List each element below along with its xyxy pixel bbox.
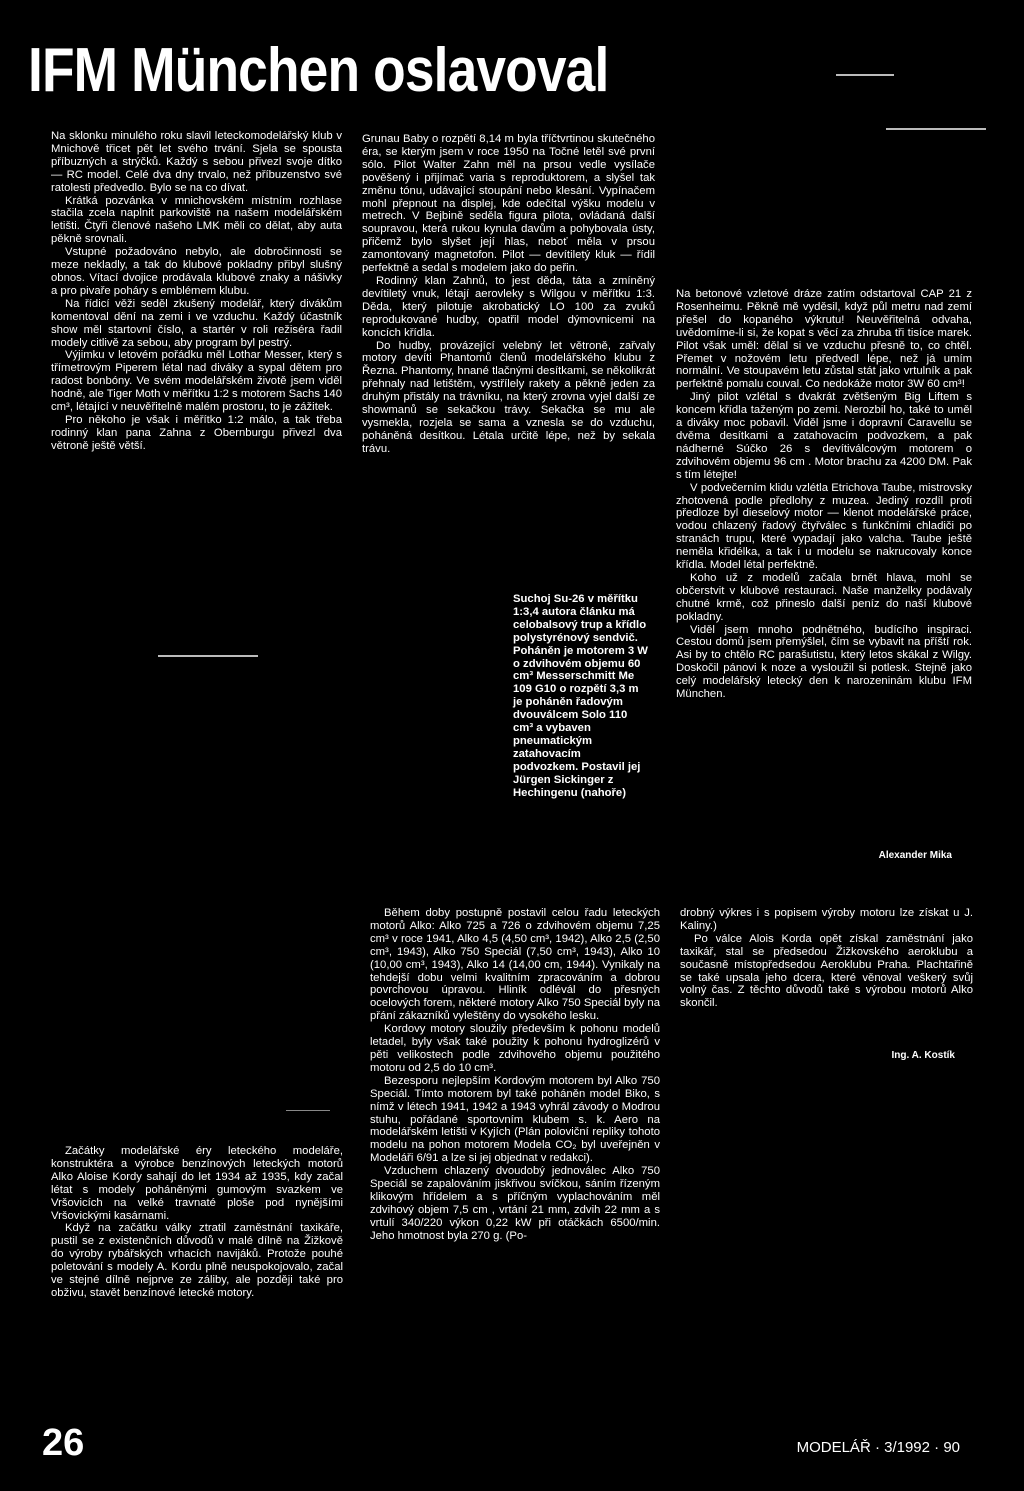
author-signature: Alexander Mika: [878, 850, 952, 861]
article-title: IFM München oslavoval: [28, 36, 609, 105]
paragraph: Kordovy motory sloužily především k pohonu modelů letadel, byly však také použity k pohonu hydroglizérů v pěti velikostech podle zdvihového objemu použitého motoru od 2,5 do 10 cm³.: [370, 1023, 660, 1074]
paragraph: V podvečerním klidu vzlétla Etrichova Taube, mistrovsky zhotovená podle předlohy z muzea. Jediný rozdíl proti předloze byl dieselový motor — klenot modelářské práce, vodou chlazený řadový čtyřválec s funkčními chladiči po stranách trupu, které vypadají jako valcha. Taube ještě neměla křidélka, a tak i u modelu se nakrucovaly konce křídla. Model létal perfektně.: [676, 481, 972, 572]
article1-column-1: [51, 130, 342, 453]
paragraph: Koho už z modelů začala brnět hlava, mohl se občerstvit v klubové restauraci. Naše manželky podávaly chutné krmě, což přineslo další peníz do naší klubové pokladny.: [676, 571, 972, 623]
decorative-line: [286, 1110, 330, 1111]
decorative-line: [158, 655, 258, 657]
decorative-line: [886, 128, 986, 130]
paragraph: Začátky modelářské éry leteckého modeláře, konstruktéra a výrobce benzínových leteckých motorů Alko Aloise Kordy sahají do let 1934 až 1935, kdy začal létat s modely poháněnými gumovým svazkem ve Vršovicích na velké travnaté ploše pod nynějšími Vršovickými kasárnami.: [51, 1145, 343, 1222]
paragraph: Do hudby, provázející velebný let větroně, zařvaly motory devíti Phantomů členů modelářského klubu z Řezna. Phantomy, hnané tlačnými desítkami, se několikrát přehnaly nad letištěm, vystřílely rakety a pěkně jeden za druhým přistály na trávníku, na který zrovna vyjel další ze showmanů se sekačkou trávy. Sekačka se mu ale vysmekla, rozjela se sama a vznesla se do vzduchu, poháněná desítkou. Létala určitě lépe, než by sekala trávu.: [362, 339, 655, 455]
paragraph: Na sklonku minulého roku slavil leteckomodelářský klub v Mnichově třicet pět let svého trvání. Sjela se spousta příbuzných a strýčků. Každý s sebou přivezl svoje dítko — RC model. Celé dva dny trvalo, než příbuzenstvo své ratolesti předvedlo. Bylo se na co dívat.: [51, 130, 342, 194]
magazine-issue: MODELÁŘ · 3/1992 · 90: [796, 1439, 960, 1456]
article2-column-1: [51, 1145, 343, 1300]
paragraph: Bezesporu nejlepším Kordovým motorem byl Alko 750 Speciál. Tímto motorem byl také poháněn model Biko, s nímž v létech 1941, 1942 a 1943 vyhrál závody o Modrou stuhu, pořádané sportovním klubem s. k. Aero na modelářském letišti v Kyjích (Plán poloviční repliky tohoto modelu na pohon motorem Modela CO₂ byl uveřejněn v Modeláři 6/91 a lze si jej objednat v redakci).: [370, 1074, 660, 1165]
author-signature: Ing. A. Kostík: [891, 1050, 955, 1061]
paragraph: Viděl jsem mnoho podnětného, budícího inspiraci. Cestou domů jsem přemýšlel, čím se vybavit na příští rok. Asi by to chtělo RC parašutistu, který letos skákal z Wilgy. Doskočil pánovi k noze a vysloužil si potlesk. Stejně jako celý modelářský letecký den k narozeninám klubu IFM München.: [676, 623, 972, 701]
paragraph: Když na začátku války ztratil zaměstnání taxikáře, pustil se z existenčních důvodů v malé dílně na Žižkově do výroby rybářských vrhacích navijáků. Protože pouhé poletování s modely A. Kordu plně neuspokojovalo, začal ve stejné dílně nejprve ze záliby, ale později také pro obživu, stavět benzínové letecké motory.: [51, 1222, 343, 1299]
paragraph: Vzduchem chlazený dvoudobý jednoválec Alko 750 Speciál se zapalováním jiskřivou svíčkou, sáním řízeným klikovým hřídelem a s příčným vyplachováním měl zdvihový objem 7,5 cm , vrtání 21 mm, zdvih 22 mm a s vrtulí 340/220 výkon 0,22 kW při otáčkách 6500/min. Jeho hmotnost byla 270 g. (Po-: [370, 1165, 660, 1242]
paragraph: Vstupné požadováno nebylo, ale dobročinnosti se meze nekladly, a tak do klubové pokladny přibyl slušný obnos. Vítací dvojice prodávala klubové znaky a nášivky a pro pivaře poháry s emblémem klubu.: [51, 246, 342, 297]
paragraph: Pro někoho je však i měřítko 1:2 málo, a tak třeba rodinný klan pana Zahna z Obernburgu přivezl dva větroně ještě větší.: [51, 413, 342, 452]
paragraph: Na řídicí věži seděl zkušený modelář, který divákům komentoval dění na zemi i ve vzduchu. Každý účastník show měl startovní číslo, a startér v roli režiséra řadil modely citlivě za sebou, aby program byl pestrý.: [51, 297, 342, 349]
article1-column-4: [676, 288, 972, 701]
paragraph: Během doby postupně postavil celou řadu leteckých motorů Alko: Alko 725 a 726 o zdvihovém objemu 7,25 cm³ v roce 1941, Alko 4,5 (4,50 cm³, 1942), Alko 2,5 (2,50 cm³, 1943), Alko 750 Speciál (7,50 cm³, 1943), Alko 10 (10,00 cm³, 1943), Alko 14 (14,00 cm, 1944). Vynikaly na tehdejší dobu velmi kvalitním zpracováním a dobrou povrchovou úpravou. Hliník odlévál do přesných ocelových forem, některé motory Alko 750 Speciál byly na přání zákazníků vyleštěny do vysokého lesku.: [370, 907, 660, 1023]
paragraph: Grunau Baby o rozpětí 8,14 m byla tříčtvrtinou skutečného éra, se kterým jsem v roce 1950 na Točné letěl své první sólo. Pilot Walter Zahn měl na prsou vedle vysílače pověšený i přijímač varia s reproduktorem, a slyšel tak změnu tónu, udávající stoupání nebo klesání. Vypínačem mohl přepnout na displej, kde odečítal výšku modelu v metrech. V Bejbině seděla figura pilota, ovládaná další soupravou, která rukou kynula davům a pohybovala ústy, přičemž bylo slyšet její hlas, neboť měla v prsou zamontovaný magnetofon. Pilot — devítiletý kluk — řídil perfektně a sedal s modelem jako do peřin.: [362, 133, 655, 275]
paragraph: Na betonové vzletové dráze zatím odstartoval CAP 21 z Rosenheimu. Pěkně mě vyděsil, když půl metru nad zemí přešel do kopaného výkrutu! Neuvěřitelná odvaha, uvědomíme-li si, že kopat s věcí za zhruba tři tisíce marek. Pilot však uměl: dělal si ve vzduchu přesně to, co chtěl. Přemet v nožovém letu předvedl lépe, než já umím normální. Ve stoupavém letu zůstal stát jako vrtulník a pak perfektně pomalu couval. Co nedokáže motor 3W 60 cm³!: [676, 288, 972, 391]
paragraph: Rodinný klan Zahnů, to jest děda, táta a zmíněný devítiletý vnuk, létají aerovleky s Wilgou v měřítku 1:3. Děda, který pilotuje akrobatický LO 100 za zvuků reprodukované hudby, opatřil model dýmovnicemi na koncích křídla.: [362, 274, 655, 339]
article2-column-3: [680, 907, 973, 1010]
paragraph: drobný výkres i s popisem výroby motoru lze získat u J. Kaliny.): [680, 907, 973, 932]
page-number: 26: [42, 1422, 85, 1464]
article2-column-2: [370, 907, 660, 1243]
decorative-line: [836, 74, 894, 76]
paragraph: Výjimku v letovém pořádku měl Lothar Messer, který s třímetrovým Piperem létal nad diváky a sypal dětem pro radost bonbóny. Ve svém modelářském životě jsem viděl hodně, ale Tiger Moth v měřítku 1:2 s motorem Sachs 140 cm³, létající v neuvěřitelně malém prostoru, to je zážitek.: [51, 349, 342, 414]
paragraph: Krátká pozvánka v mnichovském místním rozhlase stačila zcela naplnit parkoviště na našem modelářském letišti. Čtyři členové našeho LMK měli co dělat, aby auta pěkně srovnali.: [51, 194, 342, 246]
paragraph: Po válce Alois Korda opět získal zaměstnání jako taxikář, stal se předsedou Žižkovského aeroklubu a současně místopředsedou Aeroklubu Praha. Plachtařině se také upsala jeho dcera, které věnoval veškerý svůj volný čas. Z těchto důvodů také s výrobou motorů Alko skončil.: [680, 932, 973, 1010]
article1-column-2: [362, 133, 655, 456]
photo-caption: Suchoj Su-26 v měřítku 1:3,4 autora článku má celobalsový trup a křídlo polystyrénový sendvič. Poháněn je motorem 3 W o zdvihovém objemu 60 cm³ Messerschmitt Me 109 G10 o rozpětí 3,3 m je poháněn řadovým dvouválcem Solo 110 cm³ a vybaven pneumatickým zatahovacím podvozkem. Postavil jej Jürgen Sickinger z Hechingenu (nahoře): [513, 593, 648, 799]
paragraph: Jiný pilot vzlétal s dvakrát zvětšeným Big Liftem s koncem křídla taženým po zemi. Nerozbil ho, také to uměl a diváky moc pobavil. Viděl jsme i dopravní Caravellu se dvěma desítkami a zatahovacím podvozkem, a pak nádherné Súčko 26 s devítiválcovým motorem o zdvihovém objemu 96 cm . Motor brachu za 4200 DM. Pak s tím létejte!: [676, 391, 972, 481]
